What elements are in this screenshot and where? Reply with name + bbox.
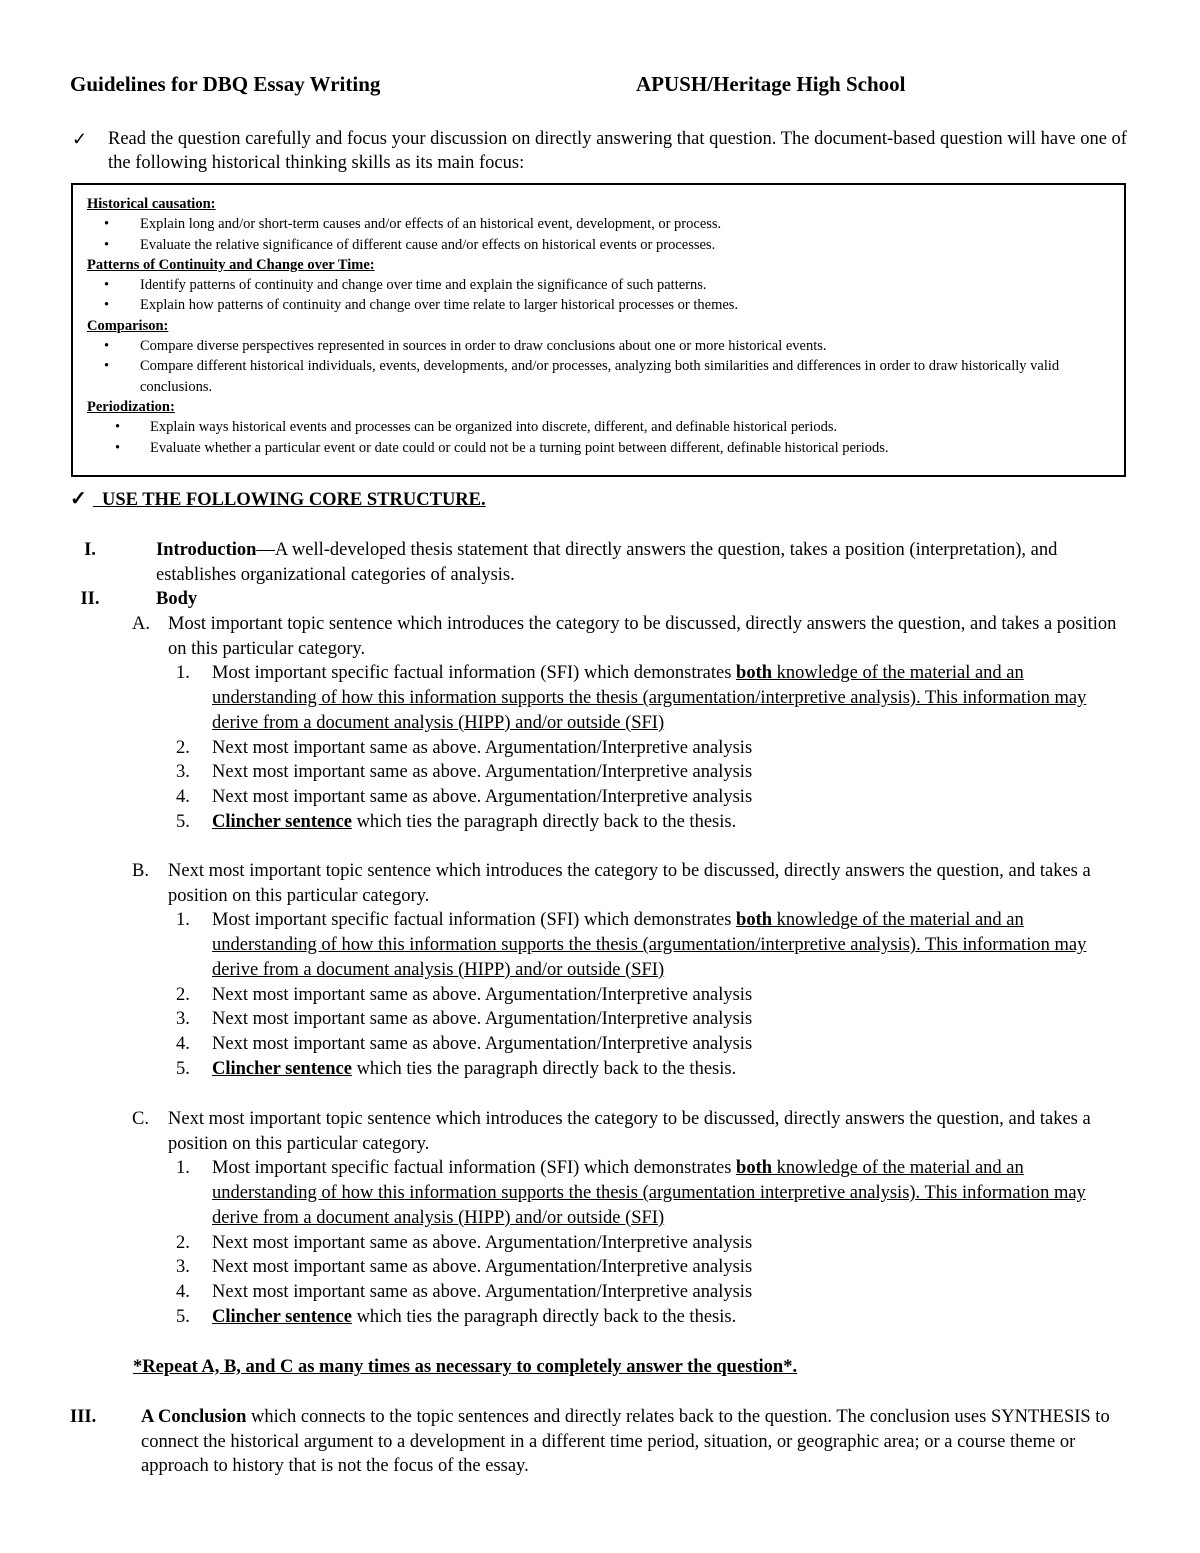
core-structure-label: USE THE FOLLOWING CORE STRUCTURE. — [92, 490, 486, 510]
intro-text: Read the question carefully and focus your discussion on directly answering that question. The document-based question will have one of the following historical thinking skills as its main focus: — [108, 129, 1127, 173]
next-item: 4. Next most important same as above. Argumentation/Interpretive analysis — [176, 1033, 753, 1054]
clincher-item: 5. Clincher sentence which ties the paragraph directly back to the thesis. — [176, 1306, 737, 1327]
sfi-item: 1. Most important specific factual information (SFI) which demonstrates both knowledge of the material and an understanding of how this information supports the thesis (argumentation interpretive analysis). This information may derive from a document analysis (HIPP) and/or outside (SFI) — [176, 1158, 1086, 1228]
bullet-icon: • — [104, 236, 110, 253]
next-item: 3. Next most important same as above. Argumentation/Interpretive analysis — [176, 1009, 753, 1030]
checkmark-icon: ✓ — [72, 129, 88, 149]
essay-outline — [70, 538, 1130, 612]
introduction-label: Introduction — [156, 540, 257, 560]
skill-bullet-item: • Evaluate whether a particular event or date could or could not be a turning point between different, definable historical periods. — [87, 438, 1110, 458]
body-section-a — [70, 612, 1130, 834]
bullet-icon: • — [115, 439, 121, 456]
core-structure-heading — [70, 486, 486, 511]
next-item: 4. Next most important same as above. Argumentation/Interpretive analysis — [176, 1281, 753, 1302]
thinking-skills-box — [71, 183, 1126, 477]
body-label: Body — [156, 589, 198, 610]
skill-category-title: Comparison: — [87, 317, 169, 334]
sfi-item: 1. Most important specific factual information (SFI) which demonstrates both knowledge of the material and an understanding of how this information supports the thesis (argumentation/interpretive analysis). This information may derive from a document analysis (HIPP) and/or outside (SFI) — [176, 663, 1087, 733]
page-header — [70, 72, 1130, 102]
clincher-item: 5. Clincher sentence which ties the paragraph directly back to the thesis. — [176, 811, 737, 832]
next-item: 3. Next most important same as above. Argumentation/Interpretive analysis — [176, 762, 753, 783]
skill-bullet-item: • Evaluate the relative significance of different cause and/or effects on historical events or processes. — [87, 235, 1110, 255]
outline-introduction: I. Introduction—A well-developed thesis statement that directly answers the question, takes a position (interpretation), and establishes organizational categories of analysis. — [84, 540, 1058, 585]
next-item: 3. Next most important same as above. Argumentation/Interpretive analysis — [176, 1257, 753, 1278]
checkmark-icon: ✓ — [70, 488, 87, 510]
skill-bullet-item: • Explain how patterns of continuity and change over time relate to larger historical processes or themes. — [87, 295, 1110, 315]
skill-bullet-item: • Compare different historical individuals, events, developments, and/or processes, analyzing both similarities and differences in order to draw historically valid conclusions. — [104, 358, 1060, 395]
sfi-item: 1. Most important specific factual information (SFI) which demonstrates both knowledge of the material and an understanding of how this information supports the thesis (argumentation/interpretive analysis). This information may derive from a document analysis (HIPP) and/or outside (SFI) — [176, 910, 1087, 980]
skill-category-title: Periodization: — [87, 398, 175, 415]
topic-sentence: C. Next most important topic sentence which introduces the category to be discussed, directly answers the question, and takes a position on this particular category. — [132, 1109, 1091, 1154]
conclusion-label: A Conclusion — [141, 1407, 247, 1427]
next-item: 2. Next most important same as above. Argumentation/Interpretive analysis — [176, 1232, 753, 1253]
outline-body: II. Body — [80, 589, 198, 610]
topic-sentence: B. Next most important topic sentence which introduces the category to be discussed, directly answers the question, and takes a position on this particular category. — [132, 861, 1091, 906]
bullet-icon: • — [104, 216, 110, 233]
bullet-icon: • — [104, 277, 110, 294]
document-title: Guidelines for DBQ Essay Writing — [70, 72, 381, 96]
clincher-item: 5. Clincher sentence which ties the paragraph directly back to the thesis. — [176, 1058, 737, 1079]
bullet-icon: • — [104, 358, 110, 375]
next-item: 2. Next most important same as above. Argumentation/Interpretive analysis — [176, 737, 753, 758]
skill-bullet-item: • Compare diverse perspectives represented in sources in order to draw conclusions about one or more historical events. — [87, 336, 1110, 356]
body-section-b — [70, 859, 1130, 1081]
intro-paragraph — [70, 127, 1130, 175]
skill-category-title: Patterns of Continuity and Change over Time: — [87, 256, 375, 273]
bullet-icon: • — [115, 419, 121, 436]
skill-bullet-item: • Identify patterns of continuity and change over time and explain the significance of such patterns. — [87, 275, 1110, 295]
next-item: 4. Next most important same as above. Argumentation/Interpretive analysis — [176, 786, 753, 807]
skill-category-title: Historical causation: — [87, 196, 216, 212]
skill-bullet-item: • Explain ways historical events and processes can be organized into discrete, different, and definable historical periods. — [87, 417, 1110, 437]
body-section-c — [70, 1107, 1130, 1329]
outline-conclusion: III. A Conclusion which connects to the topic sentences and directly relates back to the question. The conclusion uses SYNTHESIS to connect the historical argument to a development in a different time period, situation, or geographic area; or a course theme or approach to history that is not the focus of the essay. — [70, 1407, 1110, 1477]
bullet-icon: • — [104, 338, 110, 355]
skill-bullet-item: • Explain long and/or short-term causes and/or effects of an historical event, development, or process. — [87, 214, 1110, 234]
school-name: APUSH/Heritage High School — [636, 72, 906, 96]
topic-sentence: A. Most important topic sentence which introduces the category to be discussed, directly answers the question, and takes a position on this particular category. — [132, 614, 1117, 659]
bullet-icon: • — [104, 297, 110, 314]
next-item: 2. Next most important same as above. Argumentation/Interpretive analysis — [176, 984, 753, 1005]
repeat-instruction: *Repeat A, B, and C as many times as necessary to completely answer the question*. — [133, 1357, 798, 1377]
